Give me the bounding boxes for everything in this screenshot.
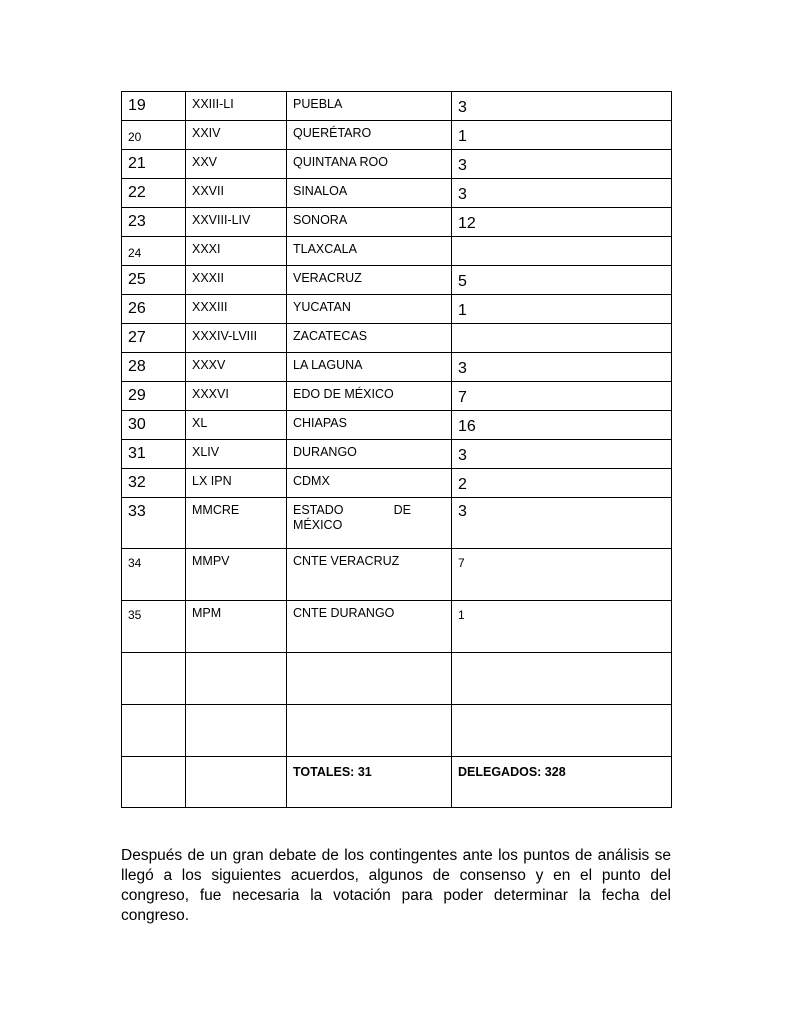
row-state: PUEBLA xyxy=(287,92,452,121)
row-state: CNTE DURANGO xyxy=(287,601,452,653)
empty-cell xyxy=(186,757,287,808)
row-number: 20 xyxy=(122,121,186,150)
table-row xyxy=(122,549,672,601)
row-section: XXXV xyxy=(186,353,287,382)
row-state: EDO DE MÉXICO xyxy=(287,382,452,411)
table-row xyxy=(122,208,672,237)
row-delegate-count: 16 xyxy=(452,411,672,440)
row-section: MPM xyxy=(186,601,287,653)
row-section: XXVII xyxy=(186,179,287,208)
table-row xyxy=(122,121,672,150)
row-delegate-count: 1 xyxy=(452,295,672,324)
table-row xyxy=(122,295,672,324)
row-state: YUCATAN xyxy=(287,295,452,324)
row-delegate-count: 3 xyxy=(452,498,672,549)
table-row xyxy=(122,440,672,469)
table-row xyxy=(122,353,672,382)
row-number: 35 xyxy=(122,601,186,653)
table-row xyxy=(122,237,672,266)
row-delegate-count xyxy=(452,324,672,353)
row-state: SONORA xyxy=(287,208,452,237)
row-delegate-count: 3 xyxy=(452,179,672,208)
row-number: 34 xyxy=(122,549,186,601)
row-section: XXIV xyxy=(186,121,287,150)
row-delegate-count: 3 xyxy=(452,440,672,469)
row-number: 31 xyxy=(122,440,186,469)
row-section: XXXI xyxy=(186,237,287,266)
row-delegate-count: 1 xyxy=(452,601,672,653)
table-row xyxy=(122,411,672,440)
empty-cell xyxy=(287,653,452,705)
row-delegate-count: 3 xyxy=(452,353,672,382)
delegates-table xyxy=(121,91,672,808)
empty-cell xyxy=(122,653,186,705)
table-row xyxy=(122,498,672,549)
row-state: SINALOA xyxy=(287,179,452,208)
row-number: 30 xyxy=(122,411,186,440)
row-number: 29 xyxy=(122,382,186,411)
totals-label: TOTALES: 31 xyxy=(287,757,452,808)
row-state xyxy=(287,498,452,549)
row-number: 23 xyxy=(122,208,186,237)
empty-table-row xyxy=(122,705,672,757)
row-state: LA LAGUNA xyxy=(287,353,452,382)
row-state: TLAXCALA xyxy=(287,237,452,266)
row-number: 28 xyxy=(122,353,186,382)
row-state: QUERÉTARO xyxy=(287,121,452,150)
row-state: ZACATECAS xyxy=(287,324,452,353)
table-row xyxy=(122,469,672,498)
row-section: XL xyxy=(186,411,287,440)
row-state: DURANGO xyxy=(287,440,452,469)
row-delegate-count: 7 xyxy=(452,382,672,411)
row-number: 27 xyxy=(122,324,186,353)
row-number: 25 xyxy=(122,266,186,295)
row-state-line1 xyxy=(293,503,445,518)
empty-table-row xyxy=(122,653,672,705)
row-delegate-count: 12 xyxy=(452,208,672,237)
row-delegate-count: 2 xyxy=(452,469,672,498)
row-state: QUINTANA ROO xyxy=(287,150,452,179)
row-section: MMPV xyxy=(186,549,287,601)
row-section: XXIII-LI xyxy=(186,92,287,121)
row-section: XXVIII-LIV xyxy=(186,208,287,237)
empty-cell xyxy=(287,705,452,757)
row-delegate-count: 1 xyxy=(452,121,672,150)
row-section: LX IPN xyxy=(186,469,287,498)
row-section: XXXVI xyxy=(186,382,287,411)
row-state-word: DE xyxy=(393,503,411,517)
row-state: CHIAPAS xyxy=(287,411,452,440)
row-section: XXV xyxy=(186,150,287,179)
empty-cell xyxy=(122,705,186,757)
row-delegate-count: 3 xyxy=(452,150,672,179)
empty-cell xyxy=(186,705,287,757)
row-number: 24 xyxy=(122,237,186,266)
row-section: XXXIV-LVIII xyxy=(186,324,287,353)
table-row xyxy=(122,601,672,653)
empty-cell xyxy=(452,653,672,705)
row-section: XXXII xyxy=(186,266,287,295)
row-number: 26 xyxy=(122,295,186,324)
table-row xyxy=(122,150,672,179)
row-number: 22 xyxy=(122,179,186,208)
table-row xyxy=(122,179,672,208)
row-delegate-count xyxy=(452,237,672,266)
row-section: XXXIII xyxy=(186,295,287,324)
row-state: CDMX xyxy=(287,469,452,498)
totals-row xyxy=(122,757,672,808)
table-row xyxy=(122,324,672,353)
row-number: 32 xyxy=(122,469,186,498)
row-number: 33 xyxy=(122,498,186,549)
delegates-total: DELEGADOS: 328 xyxy=(452,757,672,808)
empty-cell xyxy=(186,653,287,705)
table-row xyxy=(122,266,672,295)
delegates-table-body xyxy=(122,92,672,808)
row-state-word: ESTADO xyxy=(293,503,344,517)
body-paragraph: Después de un gran debate de los contingentes ante los puntos de análisis se llegó a los siguientes acuerdos, algunos de consenso y en el punto del congreso, fue necesaria la votación para poder determinar la fecha del congreso. xyxy=(121,847,671,924)
row-state: CNTE VERACRUZ xyxy=(287,549,452,601)
empty-cell xyxy=(452,705,672,757)
row-state: VERACRUZ xyxy=(287,266,452,295)
row-section: XLIV xyxy=(186,440,287,469)
row-number: 19 xyxy=(122,92,186,121)
row-state-line2: MÉXICO xyxy=(293,518,343,532)
empty-cell xyxy=(122,757,186,808)
row-number: 21 xyxy=(122,150,186,179)
row-delegate-count: 7 xyxy=(452,549,672,601)
table-row xyxy=(122,382,672,411)
row-section: MMCRE xyxy=(186,498,287,549)
row-delegate-count: 3 xyxy=(452,92,672,121)
row-delegate-count: 5 xyxy=(452,266,672,295)
table-row xyxy=(122,92,672,121)
